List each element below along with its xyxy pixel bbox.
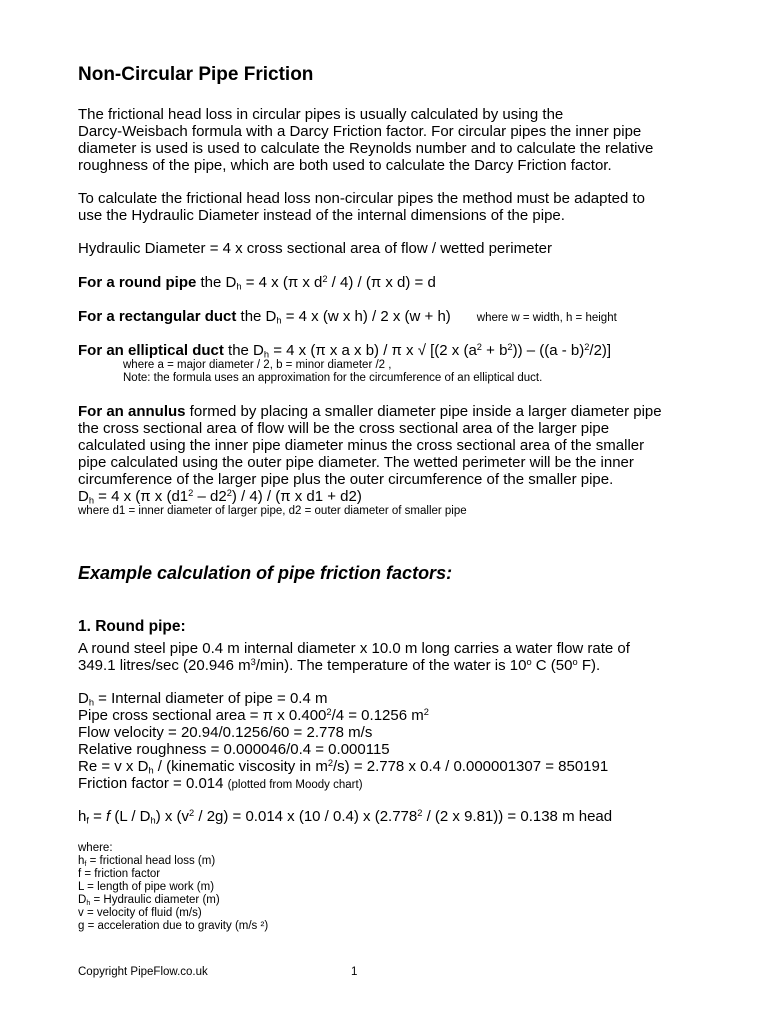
noncircular-line-1: To calculate the frictional head loss non-circular pipes the method must be adapted to: [78, 190, 645, 207]
rect-duct-formula: For a rectangular duct the $D_h = 4$ x (w x h) / 2 x (w + h) where w = width, h = height: [78, 308, 617, 326]
round-pipe-formula: For a round pipe the $D_h = 4$ x (π x $d^2 / 4) / (\pi$ x d) = d: [78, 273, 436, 292]
where-label: where:: [78, 842, 113, 854]
annulus-line-5: circumference of the larger pipe plus the outer circumference of the smaller pipe.: [78, 471, 614, 488]
elliptical-duct-formula: For an elliptical duct the $D_h = 4$ x (π x a x b) / π x √ [(2 x $(a^2 + b^2)) - ((a - b)^2/2)$]: [78, 341, 612, 360]
where-v: v = velocity of fluid (m/s): [78, 907, 202, 919]
hydraulic-definition: Hydraulic Diameter = 4 x cross sectional area of flow / wetted perimeter: [78, 240, 552, 257]
annulus-line-4: pipe calculated using the outer pipe diameter. The wetted perimeter will be the inner: [78, 454, 634, 471]
where-g: g = acceleration due to gravity (m/s ²): [78, 920, 269, 932]
calc-hydraulic-diameter: $D_h$ = Internal diameter of pipe = 0.4 m: [78, 690, 328, 708]
annulus-line-2: the cross sectional area of flow will be the cross sectional area of the larger pipe: [78, 420, 610, 437]
calc-reynolds: Re = v x $D_h$ / (kinematic viscosity in $m^2/s) = 2.778$ x 0.4 / 0.000001307 = 850191: [78, 757, 609, 776]
calc-friction-factor: Friction factor = 0.014 (plotted from Moody chart): [78, 775, 363, 792]
where-hf: $h_f$ = frictional head loss (m): [78, 855, 216, 868]
page-number: 1: [351, 966, 358, 978]
annulus-note: where d1 = inner diameter of larger pipe, d2 = outer diameter of smaller pipe: [78, 505, 467, 517]
headloss-formula: $h_f = f$ $(L / D_h)$ x $(v^2 / 2g) = 0.014$ x (10 / 0.4) x (2.778$^2$ / (2 x 9.81)) = 0.138 m head: [78, 807, 613, 826]
elliptical-note-1: where a = major diameter / 2, b = minor diameter /2 ,: [123, 359, 392, 371]
footer-copyright: Copyright PipeFlow.co.uk: [78, 966, 208, 978]
calc-roughness: Relative roughness = 0.000046/0.4 = 0.000115: [78, 741, 390, 758]
annulus-formula: $D_h = 4$ x (π x $(d1^2 - d2^2) / 4) / (\pi$ x d1 + d2): [78, 487, 362, 506]
round-pipe-desc-2: 349.1 litres/sec (20.946 $m^3/\min$). The temperature of the water is 10$^o$ C (50$^o$ F).: [78, 656, 601, 674]
page-title: Non-Circular Pipe Friction: [78, 64, 314, 85]
calc-velocity: Flow velocity = 20.94/0.1256/60 = 2.778 m/s: [78, 724, 373, 741]
round-pipe-heading: 1. Round pipe:: [78, 618, 186, 635]
rect-duct-note: where w = width, h = height: [476, 312, 617, 324]
example-heading: Example calculation of pipe friction factors:: [78, 563, 453, 583]
intro-line-3: diameter is used is used to calculate the Reynolds number and to calculate the relative: [78, 140, 654, 157]
round-pipe-desc-1: A round steel pipe 0.4 m internal diameter x 10.0 m long carries a water flow rate of: [78, 640, 630, 657]
intro-line-4: roughness of the pipe, which are both used to calculate the Darcy Friction factor.: [78, 157, 612, 174]
annulus-line-3: calculated using the inner pipe diameter minus the cross sectional area of the smaller: [78, 437, 645, 454]
moody-note: (plotted from Moody chart): [227, 779, 363, 791]
where-dh: $D_h$ = Hydraulic diameter (m): [78, 894, 220, 907]
annulus-line-1: For an annulus formed by placing a smaller diameter pipe inside a larger diameter pipe: [78, 403, 662, 420]
intro-line-1: The frictional head loss in circular pipes is usually calculated by using the: [78, 106, 564, 123]
intro-line-2: Darcy-Weisbach formula with a Darcy Friction factor. For circular pipes the inner pipe: [78, 123, 642, 140]
elliptical-note-2: Note: the formula uses an approximation for the circumference of an elliptical duct.: [123, 372, 543, 384]
noncircular-line-2: use the Hydraulic Diameter instead of the internal dimensions of the pipe.: [78, 207, 565, 224]
where-L: L = length of pipe work (m): [78, 881, 215, 893]
where-f: f = friction factor: [78, 868, 161, 880]
calc-area: Pipe cross sectional area = π x $0.400^2/4 = 0.1256$ $m^2$: [78, 706, 429, 724]
